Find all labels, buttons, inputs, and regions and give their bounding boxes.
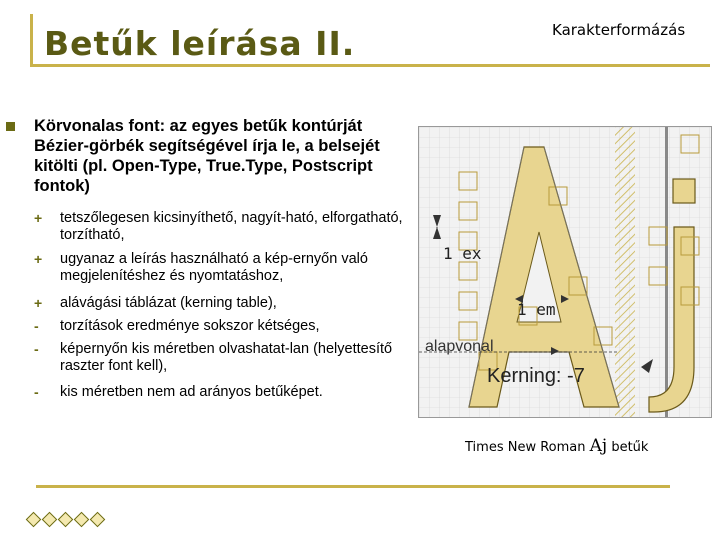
section-label: Karakterformázás bbox=[552, 21, 686, 39]
ex-height-label: 1 ex bbox=[443, 244, 482, 263]
main-bullet-text: Körvonalas font: az egyes betűk kontúrját Bézier-görbék segítségével írja le, a belsejét kitölti (pl. Open-Type, True.Type, Postscript fontok) bbox=[34, 117, 380, 195]
glyph-outline-drawing bbox=[419, 127, 711, 417]
sub-bullet-text: alávágási táblázat (kerning table), bbox=[60, 295, 277, 311]
diamond-ornament-icon bbox=[74, 512, 90, 528]
sub-bullet-mark: - bbox=[34, 341, 39, 357]
sub-bullet-mark: + bbox=[34, 251, 43, 267]
caption-suffix: betűk bbox=[611, 440, 649, 455]
em-size-label: 1 em bbox=[517, 300, 556, 319]
title-underline bbox=[30, 64, 710, 67]
sub-bullet-mark: - bbox=[34, 384, 39, 400]
diamond-ornament-icon bbox=[90, 512, 106, 528]
sub-bullet-text: torzítások eredménye sokszor kétséges, bbox=[60, 318, 320, 334]
caption-font-name: Times New Roman bbox=[465, 440, 586, 455]
diamond-ornament-icon bbox=[58, 512, 74, 528]
figure-caption bbox=[465, 436, 648, 456]
main-bullet-icon bbox=[6, 122, 15, 131]
sub-bullet-text: tetszőlegesen kicsinyíthető, nagyít-ható, elforgatható, torzítható, bbox=[60, 210, 403, 243]
sub-bullet-mark: + bbox=[34, 295, 43, 311]
page-title: Betűk leírása II. bbox=[44, 24, 356, 63]
glyph-outline-figure bbox=[418, 126, 712, 418]
diamond-ornament-icon bbox=[42, 512, 58, 528]
sub-bullet-mark: + bbox=[34, 210, 43, 226]
diamond-ornament-icon bbox=[26, 512, 42, 528]
baseline-label: alapvonal bbox=[425, 338, 494, 355]
sub-bullet-text: kis méretben nem ad arányos betűképet. bbox=[60, 384, 323, 400]
sub-bullet-text: ugyanaz a leírás használható a kép-ernyőn való megjelenítéshez és nyomtatáshoz, bbox=[60, 251, 368, 284]
footer-rule bbox=[36, 485, 670, 488]
sub-bullet-mark: - bbox=[34, 318, 39, 334]
kerning-label: Kerning: -7 bbox=[487, 365, 585, 387]
sub-bullet-text: képernyőn kis méretben olvashatat-lan (helyettesítő raszter font kell), bbox=[60, 341, 393, 374]
caption-glyph-sample: Aj bbox=[589, 436, 608, 456]
title-vertical-rule bbox=[30, 14, 33, 66]
